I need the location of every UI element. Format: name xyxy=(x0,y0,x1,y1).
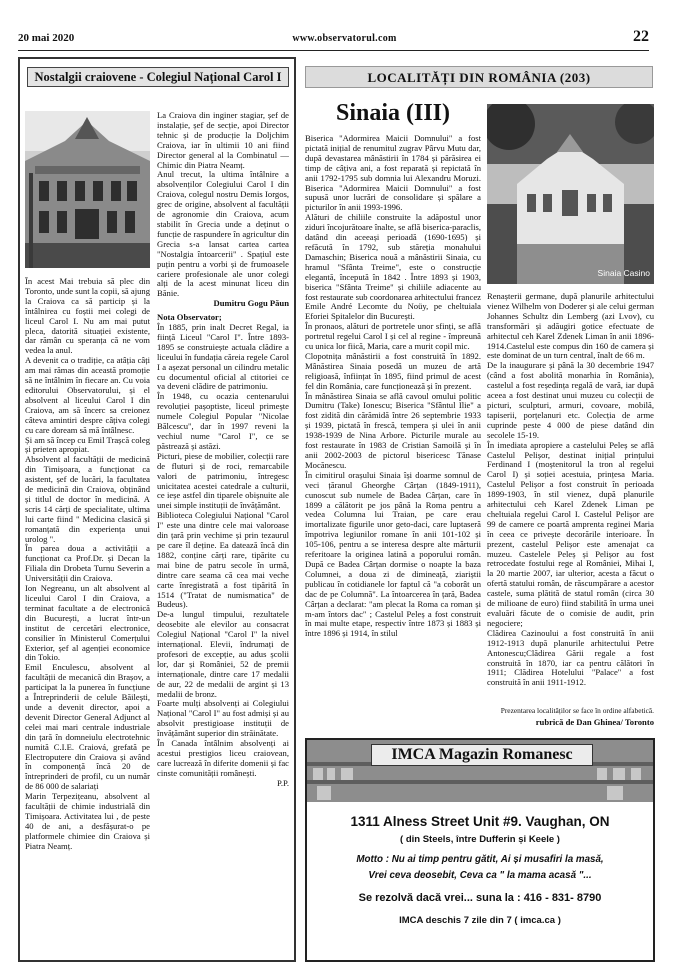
paragraph: În pronaos, alături de portretele unor sfinți, se află portretul regelui Carol I și cel al regine - împreună cu unica lor fiică, Maria, care a murit copil mic. xyxy=(305,321,481,352)
paragraph: A devenit ca o tradiție, ca atâția câți am mai rămas din această promoție să ne întâlnim în fiecare an. Cu voia editorului Observatorului, și el absolvent al liceului Carol I din Craiova, am să încerc sa creionez câteva amintiri despre câțiva colegi cu care doream să mă întâlnesc. xyxy=(25,355,150,435)
paragraph: Alături de chiliile construite la adăpostul unor ziduri încojurătoare înalte, se află biserica-paraclis, datând din aceeași perioadă (1690-1695) și refăcută în 1792, sub stăreția monahului Damaschin; Biserica nouă a mânăstirii Sinaia, cu hramul "Sfânta Treime", este o construcție elegantă, începută în 1842 . Între 1893 și 1903, biserica "Sfânta Treime" și chiliile adiacente au fost restaurate sub coordonarea arhitectului francez Emile André Lecomte du Noüy, pe cheltuiala Eforiei Spitalelor din București. xyxy=(305,212,481,322)
paragraph: Și am să încep cu Emil Trașcă coleg și prieten apropiat. xyxy=(25,434,150,455)
building-photo xyxy=(25,111,150,268)
paragraph: În 1885, prin inalt Decret Regal, ia ființă Liceul "Carol I". Între 1893-1895 se construiește actuala clădire a liceului în fundația căreia regele Carol I a așezat personal un cilindru metalic cu documentul oficial al ctitoriei ce va deveni clădire de patrimoniu. xyxy=(157,322,289,392)
casino-photo xyxy=(487,104,654,284)
byline: rubrică de Dan Ghinea/ Toronto xyxy=(535,717,654,727)
right-article-column-2 xyxy=(487,292,654,699)
paragraph: În 1948, cu ocazia centenarului revoluției pașoptiste, liceul primește numele Colegiul Popular "Nicolae Bălcescu", dar în 1997 reveni la vechiul nume "Carol I", ce se păstrează și astăzi. xyxy=(157,391,289,451)
ad-address: 1311 Alness Street Unit #9. Vaughan, ON xyxy=(350,814,610,829)
ad-cross-streets: ( din Steels, între Dufferin și Keele ) xyxy=(400,834,560,845)
left-article-column-2 xyxy=(157,111,289,949)
paragraph: În acest Mai trebuia să plec din Toronto, unde sunt la copii, să ajung la Craiova ca să particip și la întâlnirea cu foștii mei colegi de liceul Carol I. Nu am mai putut pleca, datorită situației existente, dar rămân cu speranța că ne vom vedea la anul. xyxy=(25,277,150,356)
imca-ad xyxy=(305,738,655,962)
paragraph: Clopotnița mânăstirii a fost construită în 1892. Mânăstirea Sinaia posedă un muzeu de artă religioasă, înființat în 1895, fiind primul de acest fel din România, care funcționează și în prezent. xyxy=(305,350,481,391)
paragraph: Emil Enculescu, absolvent al facultății de mecanică din Brașov, a participat la la punerea în funcțiune a Întreprinderii de celule Băilești, unde a devenit director, apoi a devenit Director General Adjunct al celei mai mari centrale industriale din țară în domneiulu electrotehnic numită C.I.E. Craiová, grefată pe Electroputere din Craiova și având în componență încă 20 de întreprinderi de profil, cu un număr de 86 000 de salariați xyxy=(25,662,150,792)
casino-photo-icon xyxy=(487,104,654,284)
paragraph: În mânăstirea Sinaia se află cavoul omului politic Dumitru (Take) Ionescu; Biserica "Sfântul Ilie" a fost zidită din cărămidă între 26 septembrie 1933 și 1939, pictată în frescă, tempera și ulei în anii 1938-1939 de Nina Arbore. Picturile murale au fost restaurate în 1983 de Cristian Samoilă și în anii 2002-2003 de pictorul bisericesc Tănase Mocănescu. xyxy=(305,390,481,470)
paragraph: Picturi, piese de mobilier, colecții rare de fluturi și de roci, remarcabile valori de patrimoniu, întregesc unicitatea acestei catedrale a culturii, ce ieșe astfel din tiparele obișnuite ale unei simple instituții de învățământ. xyxy=(157,450,289,511)
ad-title: IMCA Magazin Romanesc xyxy=(371,744,593,766)
paragraph: În cimitirul orașului Sinaia își doarme somnul de veci țăranul Gheorghe Cârțan (1849-1911), cunoscut sub numele de Badea Cârțan, care în 1899 a călătorit pe jos până la Roma pentru a vedea Columna lui Traian, pe care erau imortalizate figurile unor geto-daci, care luptaseră împotriva legiunilor romane în anii 101-102 și 105-106, pentru a se interesa despre alte mărturii referitoare la originea latină a poporului român. După ce Badea Cârțan dormise o noapte la baza Columnei, a doua zi de dimineață, ziariștii publicau în cotidianele lor faptul că "a coborât un dac de pe Columnă". La întoarcerea în țară, Badea Cârțan a declarat: "am plecat la Roma ca roman și m-am întors dac" ; Castelul Peleș a fost construit în mai multe etape, respectiv între 1873 și 1883 și între 1896 și 1914, în stilul xyxy=(305,469,481,639)
ad-hours: IMCA deschis 7 zile din 7 ( imca.ca ) xyxy=(399,915,561,926)
paragraph: Marin Terpezițeanu, absolvent al facultății de chimie industrială din Timișoara. Activitatea lui , de peste 40 de ani, a desfășurat-o pe platformele chimiee din Craiova și Piatra Neamț. xyxy=(25,791,150,851)
paragraph: În Canada întâlnim absolvenți ai acestui prestigios liceu craiovean, care lucrează în diferite domenii și fac cinste comunității românești. xyxy=(157,738,289,778)
issue-date: 20 mai 2020 xyxy=(18,32,75,44)
left-article-title: Nostalgii craiovene - Colegiul Național Carol I xyxy=(27,67,289,87)
paragraph: Ion Negreanu, un alt absolvent al liceului Carol I din Craiova, a terminat facultate a de electronică din București, a lucrat într-un institut de cercetări electronice, consilier în Ministerul Comerțului Exterior, șef al agenției economice din Tokio. xyxy=(25,583,150,663)
left-article-column-1 xyxy=(25,277,150,949)
paragraph: În imediata apropiere a castelului Peleș se află Castelul Pelișor, destinat inițial prințului Ferdinand I (moștenitorul la tron al regelui Carol I) și soției acestuia, prințesa Maria. Castelul Pelișor a fost construit în perioada 1899-1903, în stil vienez, după planurile arhitectului ceh Karel Zdenek Liman pe cheltuiala regelui Carol I. Castelul Pelișor are 99 de camere ce poartă amprenta reginei Maria în ceea ce privește decorările interioare. În prezent, castelul Pelișor este amenajat ca muzeu. Castelele Peleș și Pelișor au fost retrocedate fostului rege al României, Mihai I, la 20 martie 2007, iar ulterior, acesta a făcut o ofertă statului român, de răscumpărare a acestor castele, suma plătită de statul român (circa 30 de milioane de euro) fiind stabilită în urma unei evaluări făcute de o comisie de audit, prin negociere; xyxy=(487,439,654,628)
paragraph: În parea doua a activității a funcționat ca Prof.Dr. și Decan la Filiala din Drobeta Turnu Severin a Universității din Craiova. xyxy=(25,543,150,584)
website-url[interactable]: www.observatorul.com xyxy=(292,33,397,44)
paragraph: Absolvent al facultății de medicină din Timișoara, a funcționat ca asistent, șef de lucări, la facultatea de medicină din Craiova, obținând și titlul de doctor în medicină. A scris 14 cărți de specialitate, ultima lui carte fiind " Medicina clasică și romanțată din experiența unui urolog ". xyxy=(25,454,150,544)
paragraph: De-a lungul timpului, rezultatele deosebite ale elevilor au consacrat Colegiul Național "Carol I" la nivel internațional. Elevii, îndrumați de profesori de excepție, au adus școlii lor, dar și României, 52 de premii internaționale, dintre care 17 medalii de aur, 22 de medalii de argint și 13 medalii de bronz. xyxy=(157,609,289,699)
page-number: 22 xyxy=(633,28,649,45)
paragraph: De la inaugurare și până la 30 decembrie 1947 (când a fost abolită monarhia în România), castelul a fost reședința regală de vară, iar după aceea a fost destinat unui muzeu cu colecții de picturi, sculpturi, armuri, covoare, mobilă, tapiserii, porțelanuri etc. Colecția de arme cuprinde peste 4 000 de piese datând din secolele 15-19. xyxy=(487,360,654,440)
paragraph: Biblioteca Colegiului Național "Carol I" este una dintre cele mai valoroase din țară prin vechime și prin tezaurul pe care îl deține. Ea datează încă din 1882, conține cărți rare, tipărite cu mai bine de patru secole în urmă, dintre care seama că cea mai veche carte înregistrată a fost tipărită în 1514 ("Tratat de numismatica" de Budeus). xyxy=(157,510,289,610)
note-signature: P.P. xyxy=(277,777,289,788)
footnote: Prezentarea localităților se face în ordine alfabetică. xyxy=(500,706,654,715)
ad-motto-line-1: Motto : Nu ai timp pentru gătit, Ai și musafiri la masă, xyxy=(356,854,604,865)
article-title: Sinaia (III) xyxy=(335,100,451,126)
note-title: Nota Observator; xyxy=(157,312,222,323)
signature: Dumitru Gogu Păun xyxy=(213,298,289,309)
ad-phone-line[interactable]: Se rezolvă dacă vrei... suna la : 416 - 831- 8790 xyxy=(358,892,602,904)
paragraph: Anul trecut, la ultima întâlnire a absolvenților Colegiului Carol I din Craiova, colegul nostru Demis Iorgos, grec de origine, absolvent al facultății de agronomie din Craiova, acum stabilit în Grecia unde a deținut o funcție de raspundere în agricultur din Grecia s-a lansat cartea cartea "Nostalgia întoarcerii" . Spațiul este puțin pentru a vorbi și de frumoasele cariere profesionale ale unor colegi alți de la acest minunat liceu din Bănie. xyxy=(157,169,289,299)
right-article-column-1 xyxy=(305,134,481,728)
section-title: LOCALITĂȚI DIN ROMÂNIA (203) xyxy=(305,66,653,88)
ad-motto-line-2: Vrei ceva deosebit, Ceva ca " la mama acasă "... xyxy=(368,870,592,881)
photo-caption: Sinaia Casino xyxy=(597,268,650,278)
paragraph: Clădirea Cazinoului a fost construită în anii 1912-1913 după planurile arhitectului Petre Antonescu;Clădirea Gării regale a fost construită în 1870, iar ca pentru călători în 1911; Clădirea Hotelului "Palace" a fost construită în anii 1911-1912. xyxy=(487,627,654,688)
paragraph: La Craiova din inginer stagiar, șef de instalație, șef de secție, apoi Director tehnic și de producție la Doljchim Craiova, iar în ultimii 10 ani fiind Director general al la Combinatul — Chimic din Piatra Neamț. xyxy=(157,111,289,170)
paragraph: Renașterii germane, după planurile arhitectului vienez Wilhelm von Doderer și ale celui german Johannes Schultz din Lemberg (azi Lvov), cu transformări și adăugiri gotice efectuate de arhitectul ceh Karel Zdenek Liman în anii 1896-1914.Castelul este compus din 160 de camera și este dominat de un turn central, înalt de 66 m. xyxy=(487,292,654,361)
ad-banner xyxy=(307,740,653,802)
paragraph: Biserica "Adormirea Maicii Domnului" a fost pictată inițial de renumitul zugrav Pârvu Mutu dar, după devastarea mânăstirii în 1784 și părăsirea ei timp de câțiva ani, a fost reparată și repictată în anii 1792-1795 sub domnia lui Alexandru Moruzi. Biserica "Adormirea Maicii Domnului" a fost supusă unor lucrări de consolidare și spălare a picturilor în anii 1993-1996. xyxy=(305,134,481,213)
paragraph: Foarte mulți absolvenți ai Colegiului Național "Carol I" au fost admiși și au absolvit prestigioase instituții de învățământ superior din străinătate. xyxy=(157,698,289,739)
building-photo-icon xyxy=(25,111,150,268)
header-rule xyxy=(18,50,649,51)
